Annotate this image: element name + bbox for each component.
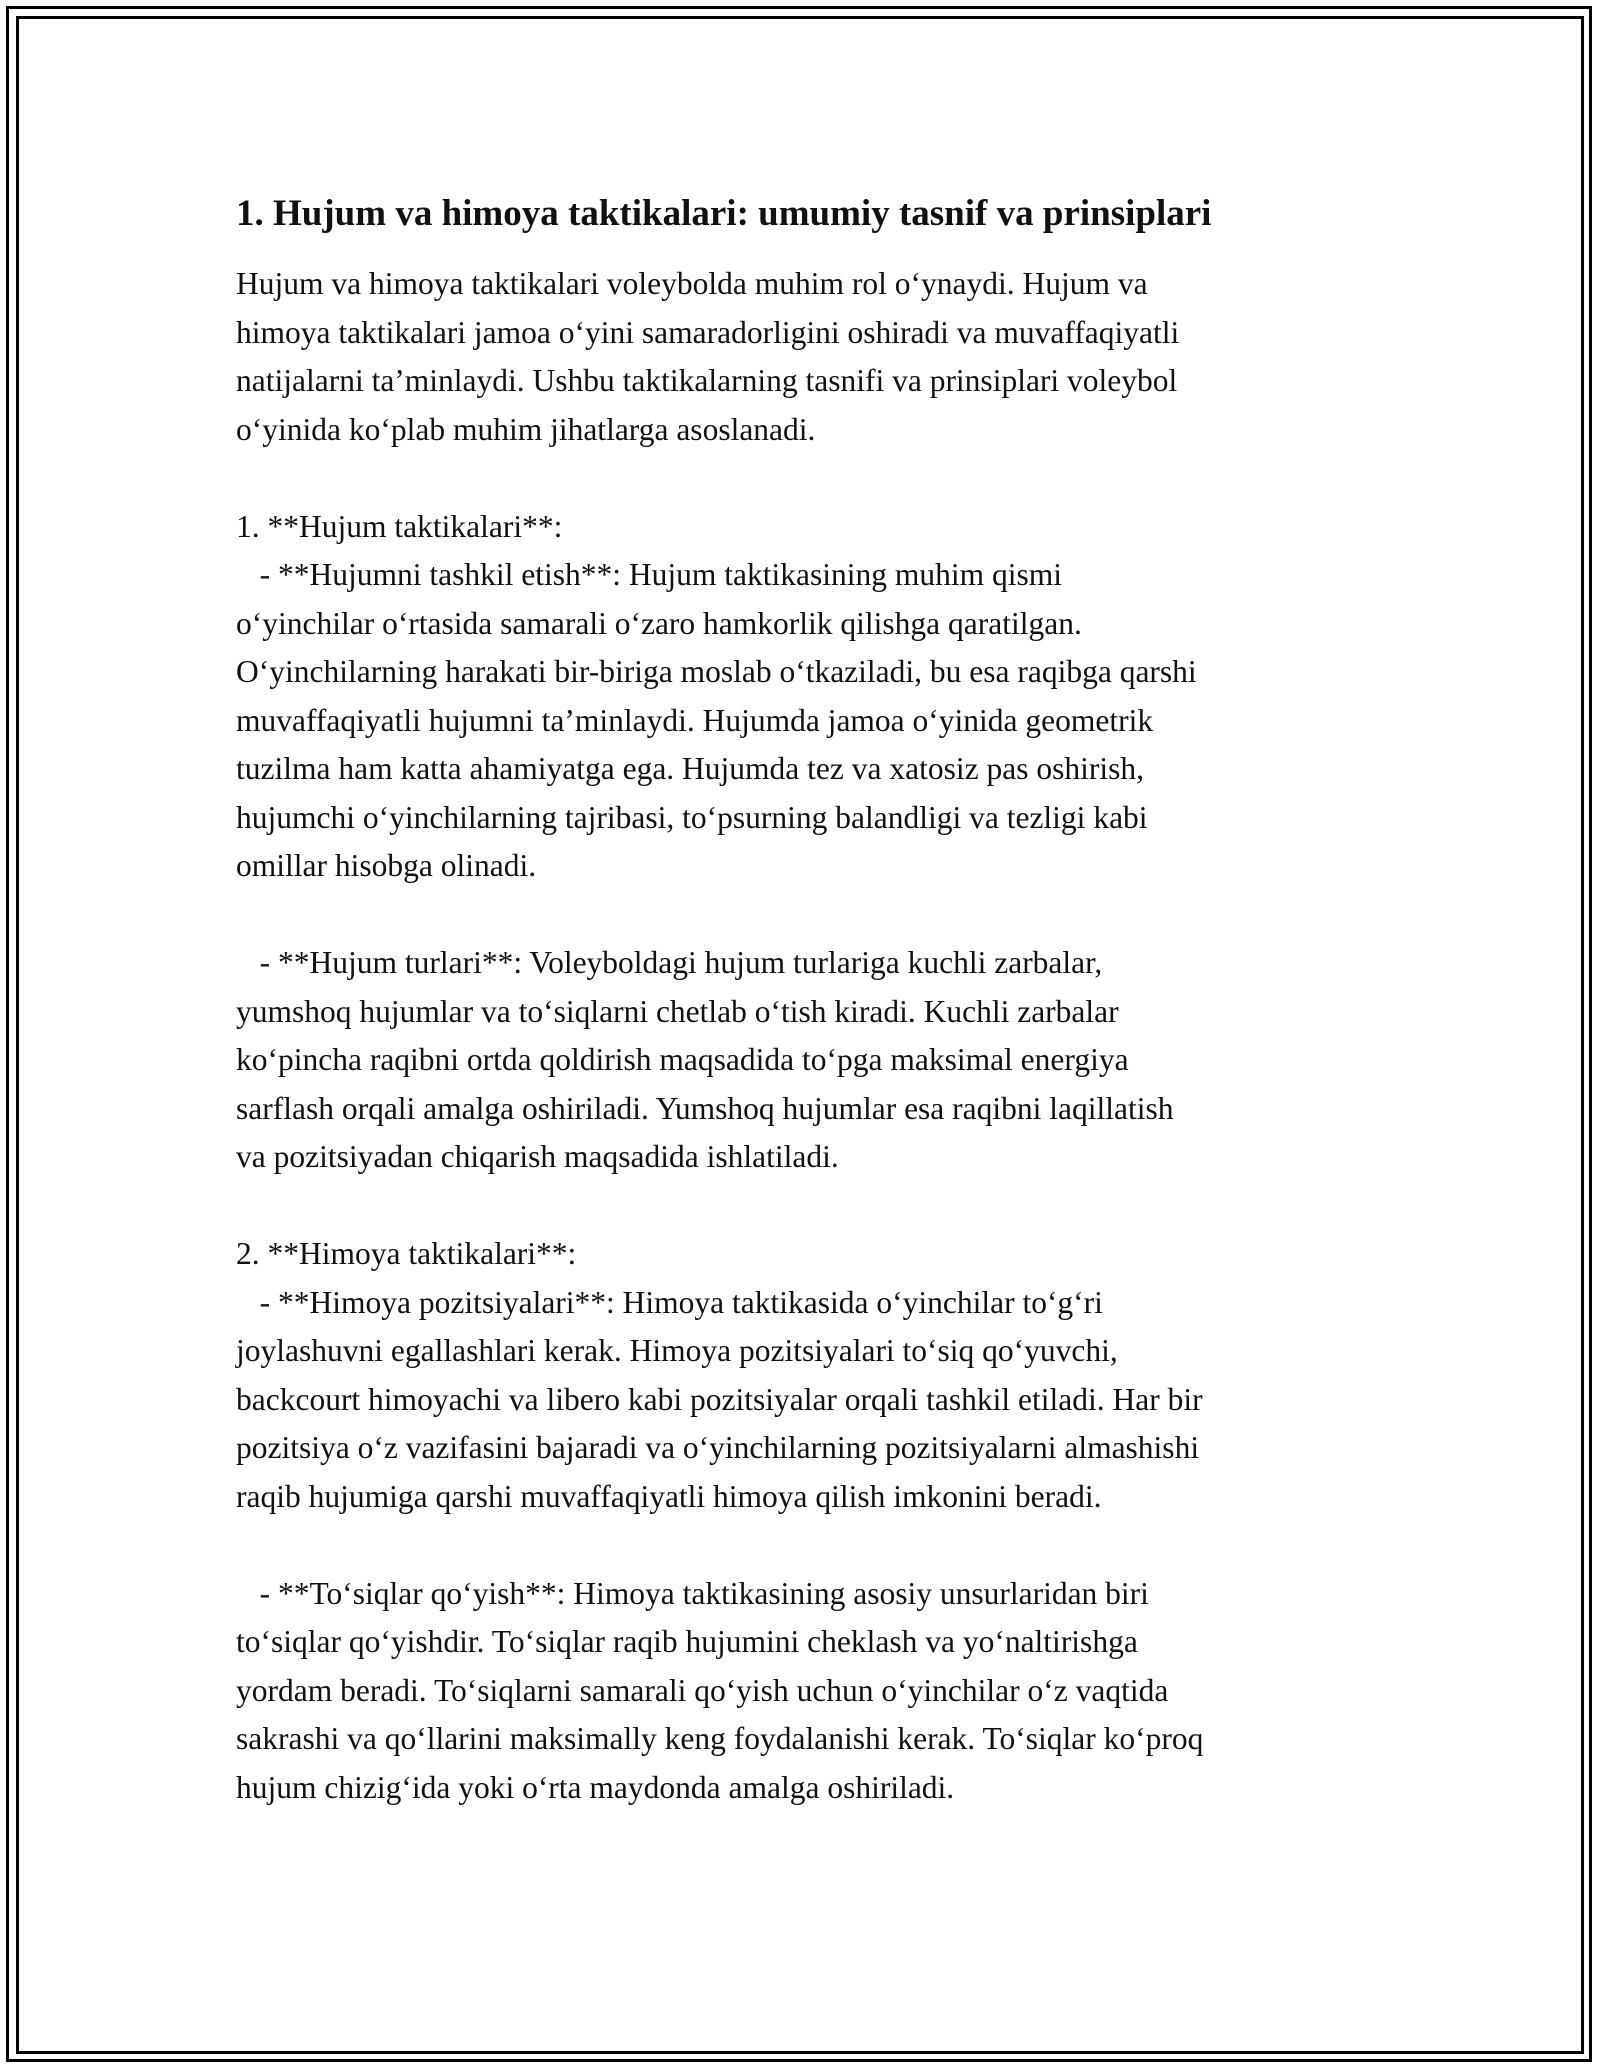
document-body: Hujum va himoya taktikalari voleybolda muhim rol o‘ynaydi. Hujum va himoya taktikalari jamoa o‘yini samaradorligini oshiradi va muvaffaqiyatli natijalarni ta’minlaydi. Ushbu taktikalarning tasnifi va prinsiplari voleybol o‘yinida ko‘plab muhim jihatlarga asoslanadi. 1. **Hujum taktikalari**: - **Hujumni tashkil etish**: Hujum taktikasining muhim qismi o‘yinchilar o‘rtasida samarali o‘zaro hamkorlik qilishga qaratilgan. O‘yinchilarning harakati bir-biriga moslab o‘tkaziladi, bu esa raqibga qarshi muvaffaqiyatli hujumni ta’minlaydi. Hujumda jamoa o‘yinida geometrik tuzilma ham katta ahamiyatga ega. Hujumda tez va xatosiz pas oshirish, hujumchi o‘yinchilarning tajribasi, to‘psurning balandligi va tezligi kabi omillar hisobga olinadi. - **Hujum turlari**: Voleyboldagi hujum turlariga kuchli zarbalar, yumshoq hujumlar va to‘siqlarni chetlab o‘tish kiradi. Kuchli zarbalar ko‘pincha raqibni ortda qoldirish maqsadida to‘pga maksimal energiya sarflash orqali amalga oshiriladi. Yumshoq hujumlar esa raqibni laqillatish va pozitsiyadan chiqarish maqsadida ishlatiladi. 2. **Himoya taktikalari**: - **Himoya pozitsiyalari**: Himoya taktikasida o‘yinchilar to‘g‘ri joylashuvni egallashlari kerak. Himoya pozitsiyalari to‘siq qo‘yuvchi, backcourt himoyachi va libero kabi pozitsiyalar orqali tashkil etiladi. Har bir pozitsiya o‘z vazifasini bajaradi va o‘yinchilarning pozitsiyalarni almashishi raqib hujumiga qarshi muvaffaqiyatli himoya qilish imkonini beradi. - **To‘siqlar qo‘yish**: Himoya taktikasining asosiy unsurlaridan biri to‘siqlar qo‘yishdir. To‘siqlar raqib hujumini cheklash va yo‘naltirishga yordam beradi. To‘siqlarni samarali qo‘yish uchun o‘yinchilar o‘z vaqtida sakrashi va qo‘llarini maksimally keng foydalanishi kerak. To‘siqlar ko‘proq hujum chizig‘ida yoki o‘rta maydonda amalga oshiriladi.: [236, 266, 1204, 1805]
document-content: [236, 188, 1376, 1812]
document-heading: 1. Hujum va himoya taktikalari: umumiy tasnif va prinsiplari: [236, 193, 1212, 234]
